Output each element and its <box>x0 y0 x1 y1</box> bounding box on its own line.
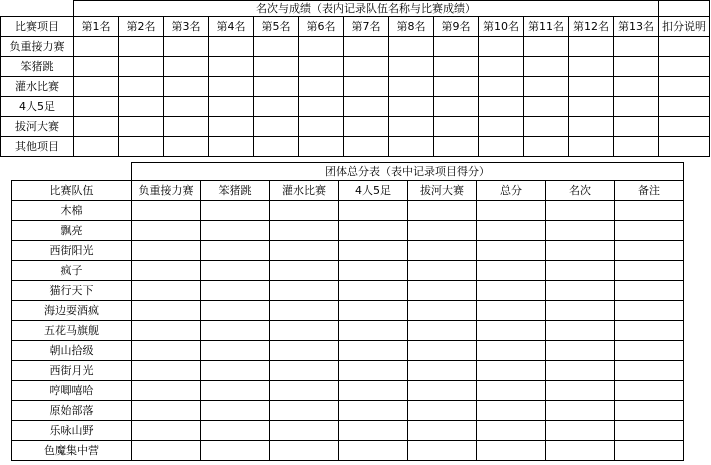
empty-cell[interactable] <box>524 57 569 77</box>
empty-cell[interactable] <box>408 301 477 321</box>
event-name: 负重接力赛 <box>1 37 74 57</box>
empty-cell[interactable] <box>270 361 339 381</box>
empty-cell[interactable] <box>299 37 344 57</box>
empty-cell[interactable] <box>201 361 270 381</box>
blank-cell <box>659 1 710 17</box>
table-row <box>1 77 710 97</box>
team-table-title: 团体总分表（表中记录项目得分） <box>132 163 684 181</box>
empty-cell[interactable] <box>74 117 119 137</box>
blank-cell <box>1 1 74 17</box>
empty-cell[interactable] <box>339 421 408 441</box>
empty-cell[interactable] <box>614 117 659 137</box>
empty-cell[interactable] <box>299 77 344 97</box>
team-score-table <box>11 162 684 461</box>
empty-cell[interactable] <box>546 381 615 401</box>
empty-cell[interactable] <box>524 137 569 157</box>
empty-cell[interactable] <box>74 77 119 97</box>
empty-cell[interactable] <box>477 221 546 241</box>
empty-cell[interactable] <box>614 97 659 117</box>
empty-cell[interactable] <box>569 117 614 137</box>
table-row <box>12 421 684 441</box>
empty-cell[interactable] <box>201 341 270 361</box>
empty-cell[interactable] <box>408 401 477 421</box>
empty-cell[interactable] <box>201 201 270 221</box>
event-name: 其他项目 <box>1 137 74 157</box>
empty-cell[interactable] <box>614 37 659 57</box>
empty-cell[interactable] <box>74 137 119 157</box>
empty-cell[interactable] <box>408 241 477 261</box>
team-header-row <box>12 181 684 201</box>
empty-cell[interactable] <box>408 321 477 341</box>
empty-cell[interactable] <box>479 117 524 137</box>
empty-cell[interactable] <box>659 117 710 137</box>
empty-cell[interactable] <box>434 57 479 77</box>
empty-cell[interactable] <box>479 137 524 157</box>
empty-cell[interactable] <box>615 381 684 401</box>
empty-cell[interactable] <box>339 401 408 421</box>
empty-cell[interactable] <box>477 281 546 301</box>
column-header: 总分 <box>477 181 546 201</box>
team-name: 飘亮 <box>12 221 132 241</box>
empty-cell[interactable] <box>339 241 408 261</box>
team-name: 西街阳光 <box>12 241 132 261</box>
table-row <box>12 321 684 341</box>
table-row <box>12 441 684 461</box>
team-name: 哼唧嘻哈 <box>12 381 132 401</box>
empty-cell[interactable] <box>389 137 434 157</box>
team-name: 五花马旗舰 <box>12 321 132 341</box>
empty-cell[interactable] <box>132 241 201 261</box>
empty-cell[interactable] <box>201 281 270 301</box>
header-rank: 第10名 <box>479 17 524 37</box>
team-name: 原始部落 <box>12 401 132 421</box>
empty-cell[interactable] <box>477 361 546 381</box>
empty-cell[interactable] <box>164 97 209 117</box>
empty-cell[interactable] <box>615 421 684 441</box>
empty-cell[interactable] <box>339 361 408 381</box>
empty-cell[interactable] <box>254 137 299 157</box>
table-row <box>12 281 684 301</box>
empty-cell[interactable] <box>546 221 615 241</box>
team-name: 猫行天下 <box>12 281 132 301</box>
empty-cell[interactable] <box>477 201 546 221</box>
empty-cell[interactable] <box>132 401 201 421</box>
empty-cell[interactable] <box>339 281 408 301</box>
column-header: 拔河大赛 <box>408 181 477 201</box>
empty-cell[interactable] <box>344 117 389 137</box>
header-rank: 第5名 <box>254 17 299 37</box>
empty-cell[interactable] <box>132 261 201 281</box>
empty-cell[interactable] <box>209 97 254 117</box>
empty-cell[interactable] <box>434 117 479 137</box>
empty-cell[interactable] <box>569 37 614 57</box>
empty-cell[interactable] <box>659 77 710 97</box>
empty-cell[interactable] <box>434 77 479 97</box>
empty-cell[interactable] <box>615 261 684 281</box>
table-row <box>1 37 710 57</box>
empty-cell[interactable] <box>659 137 710 157</box>
empty-cell[interactable] <box>614 137 659 157</box>
table-row <box>12 301 684 321</box>
empty-cell[interactable] <box>270 381 339 401</box>
empty-cell[interactable] <box>254 77 299 97</box>
empty-cell[interactable] <box>344 77 389 97</box>
table-row <box>12 241 684 261</box>
empty-cell[interactable] <box>201 421 270 441</box>
empty-cell[interactable] <box>132 341 201 361</box>
empty-cell[interactable] <box>408 221 477 241</box>
table-row <box>12 221 684 241</box>
empty-cell[interactable] <box>408 441 477 461</box>
empty-cell[interactable] <box>615 221 684 241</box>
empty-cell[interactable] <box>524 117 569 137</box>
column-header: 笨猪跳 <box>201 181 270 201</box>
empty-cell[interactable] <box>546 401 615 421</box>
empty-cell[interactable] <box>201 261 270 281</box>
empty-cell[interactable] <box>659 37 710 57</box>
empty-cell[interactable] <box>132 441 201 461</box>
empty-cell[interactable] <box>477 401 546 421</box>
column-header: 4人5足 <box>339 181 408 201</box>
team-name: 疯子 <box>12 261 132 281</box>
empty-cell[interactable] <box>477 261 546 281</box>
empty-cell[interactable] <box>132 421 201 441</box>
table-row <box>1 97 710 117</box>
empty-cell[interactable] <box>389 117 434 137</box>
event-name: 灌水比赛 <box>1 77 74 97</box>
ranking-table-title: 名次与成绩（表内记录队伍名称与比赛成绩） <box>74 1 659 17</box>
empty-cell[interactable] <box>479 57 524 77</box>
empty-cell[interactable] <box>615 401 684 421</box>
empty-cell[interactable] <box>132 381 201 401</box>
empty-cell[interactable] <box>546 441 615 461</box>
empty-cell[interactable] <box>164 57 209 77</box>
empty-cell[interactable] <box>569 137 614 157</box>
empty-cell[interactable] <box>299 137 344 157</box>
team-name: 木棉 <box>12 201 132 221</box>
empty-cell[interactable] <box>477 301 546 321</box>
empty-cell[interactable] <box>164 137 209 157</box>
event-name: 拔河大赛 <box>1 117 74 137</box>
empty-cell[interactable] <box>270 421 339 441</box>
empty-cell[interactable] <box>389 37 434 57</box>
team-name: 海边耍酒疯 <box>12 301 132 321</box>
header-rank: 第3名 <box>164 17 209 37</box>
empty-cell[interactable] <box>344 37 389 57</box>
empty-cell[interactable] <box>477 441 546 461</box>
empty-cell[interactable] <box>615 441 684 461</box>
empty-cell[interactable] <box>569 57 614 77</box>
header-rank: 第12名 <box>569 17 614 37</box>
column-header: 灌水比赛 <box>270 181 339 201</box>
empty-cell[interactable] <box>389 77 434 97</box>
empty-cell[interactable] <box>254 57 299 77</box>
empty-cell[interactable] <box>201 221 270 241</box>
blank-cell <box>12 163 132 181</box>
empty-cell[interactable] <box>408 201 477 221</box>
empty-cell[interactable] <box>408 421 477 441</box>
ranking-table <box>0 0 710 157</box>
empty-cell[interactable] <box>119 137 164 157</box>
empty-cell[interactable] <box>615 301 684 321</box>
table-row <box>1 137 710 157</box>
empty-cell[interactable] <box>339 221 408 241</box>
table-row <box>1 117 710 137</box>
empty-cell[interactable] <box>546 241 615 261</box>
empty-cell[interactable] <box>569 77 614 97</box>
empty-cell[interactable] <box>477 421 546 441</box>
empty-cell[interactable] <box>74 97 119 117</box>
column-header: 备注 <box>615 181 684 201</box>
empty-cell[interactable] <box>477 321 546 341</box>
empty-cell[interactable] <box>546 361 615 381</box>
empty-cell[interactable] <box>408 361 477 381</box>
empty-cell[interactable] <box>74 57 119 77</box>
empty-cell[interactable] <box>344 137 389 157</box>
empty-cell[interactable] <box>132 201 201 221</box>
empty-cell[interactable] <box>209 77 254 97</box>
empty-cell[interactable] <box>270 401 339 421</box>
empty-cell[interactable] <box>339 441 408 461</box>
header-rank: 第8名 <box>389 17 434 37</box>
empty-cell[interactable] <box>434 37 479 57</box>
empty-cell[interactable] <box>119 57 164 77</box>
empty-cell[interactable] <box>614 77 659 97</box>
empty-cell[interactable] <box>164 117 209 137</box>
empty-cell[interactable] <box>546 421 615 441</box>
empty-cell[interactable] <box>408 341 477 361</box>
empty-cell[interactable] <box>615 361 684 381</box>
empty-cell[interactable] <box>524 37 569 57</box>
empty-cell[interactable] <box>434 97 479 117</box>
empty-cell[interactable] <box>209 57 254 77</box>
empty-cell[interactable] <box>201 401 270 421</box>
header-deduction: 扣分说明 <box>659 17 710 37</box>
empty-cell[interactable] <box>270 241 339 261</box>
header-rank: 第6名 <box>299 17 344 37</box>
empty-cell[interactable] <box>201 301 270 321</box>
empty-cell[interactable] <box>209 137 254 157</box>
empty-cell[interactable] <box>659 57 710 77</box>
empty-cell[interactable] <box>119 97 164 117</box>
empty-cell[interactable] <box>339 381 408 401</box>
empty-cell[interactable] <box>132 281 201 301</box>
header-rank: 第7名 <box>344 17 389 37</box>
empty-cell[interactable] <box>389 97 434 117</box>
empty-cell[interactable] <box>344 97 389 117</box>
empty-cell[interactable] <box>659 97 710 117</box>
empty-cell[interactable] <box>119 77 164 97</box>
team-name: 西街月光 <box>12 361 132 381</box>
empty-cell[interactable] <box>132 321 201 341</box>
header-rank: 第2名 <box>119 17 164 37</box>
empty-cell[interactable] <box>270 281 339 301</box>
empty-cell[interactable] <box>546 321 615 341</box>
ranking-title-row <box>1 1 710 17</box>
header-rank: 第1名 <box>74 17 119 37</box>
empty-cell[interactable] <box>270 221 339 241</box>
empty-cell[interactable] <box>299 97 344 117</box>
empty-cell[interactable] <box>569 97 614 117</box>
empty-cell[interactable] <box>254 97 299 117</box>
empty-cell[interactable] <box>546 341 615 361</box>
event-name: 笨猪跳 <box>1 57 74 77</box>
table-row <box>12 261 684 281</box>
team-name: 乐咏山野 <box>12 421 132 441</box>
empty-cell[interactable] <box>299 57 344 77</box>
empty-cell[interactable] <box>546 261 615 281</box>
empty-cell[interactable] <box>479 37 524 57</box>
empty-cell[interactable] <box>119 117 164 137</box>
empty-cell[interactable] <box>524 77 569 97</box>
empty-cell[interactable] <box>270 261 339 281</box>
team-name: 色魔集中营 <box>12 441 132 461</box>
empty-cell[interactable] <box>477 381 546 401</box>
table-row <box>12 401 684 421</box>
empty-cell[interactable] <box>209 37 254 57</box>
column-header: 名次 <box>546 181 615 201</box>
empty-cell[interactable] <box>270 301 339 321</box>
empty-cell[interactable] <box>477 241 546 261</box>
empty-cell[interactable] <box>132 301 201 321</box>
empty-cell[interactable] <box>408 381 477 401</box>
empty-cell[interactable] <box>339 201 408 221</box>
empty-cell[interactable] <box>339 341 408 361</box>
empty-cell[interactable] <box>339 301 408 321</box>
header-rank: 第4名 <box>209 17 254 37</box>
empty-cell[interactable] <box>615 321 684 341</box>
empty-cell[interactable] <box>615 201 684 221</box>
column-header: 比赛队伍 <box>12 181 132 201</box>
empty-cell[interactable] <box>201 241 270 261</box>
empty-cell[interactable] <box>479 77 524 97</box>
ranking-header-row <box>1 17 710 37</box>
column-header: 负重接力赛 <box>132 181 201 201</box>
empty-cell[interactable] <box>344 57 389 77</box>
event-name: 4人5足 <box>1 97 74 117</box>
empty-cell[interactable] <box>546 201 615 221</box>
empty-cell[interactable] <box>209 117 254 137</box>
team-name: 朝山拾级 <box>12 341 132 361</box>
empty-cell[interactable] <box>74 37 119 57</box>
empty-cell[interactable] <box>615 281 684 301</box>
empty-cell[interactable] <box>614 57 659 77</box>
header-rank: 第13名 <box>614 17 659 37</box>
empty-cell[interactable] <box>164 77 209 97</box>
empty-cell[interactable] <box>339 261 408 281</box>
empty-cell[interactable] <box>546 281 615 301</box>
empty-cell[interactable] <box>524 97 569 117</box>
empty-cell[interactable] <box>132 221 201 241</box>
empty-cell[interactable] <box>408 281 477 301</box>
empty-cell[interactable] <box>546 301 615 321</box>
empty-cell[interactable] <box>119 37 164 57</box>
empty-cell[interactable] <box>270 441 339 461</box>
empty-cell[interactable] <box>615 241 684 261</box>
empty-cell[interactable] <box>254 117 299 137</box>
empty-cell[interactable] <box>201 321 270 341</box>
empty-cell[interactable] <box>254 37 299 57</box>
table-row <box>12 381 684 401</box>
table-row <box>1 57 710 77</box>
header-rank: 第11名 <box>524 17 569 37</box>
table-row <box>12 361 684 381</box>
empty-cell[interactable] <box>201 381 270 401</box>
empty-cell[interactable] <box>132 361 201 381</box>
empty-cell[interactable] <box>615 341 684 361</box>
empty-cell[interactable] <box>339 321 408 341</box>
empty-cell[interactable] <box>408 261 477 281</box>
table-row <box>12 341 684 361</box>
empty-cell[interactable] <box>389 57 434 77</box>
empty-cell[interactable] <box>164 37 209 57</box>
empty-cell[interactable] <box>270 201 339 221</box>
empty-cell[interactable] <box>434 137 479 157</box>
empty-cell[interactable] <box>299 117 344 137</box>
empty-cell[interactable] <box>270 341 339 361</box>
empty-cell[interactable] <box>270 321 339 341</box>
empty-cell[interactable] <box>477 341 546 361</box>
header-rank: 第9名 <box>434 17 479 37</box>
empty-cell[interactable] <box>479 97 524 117</box>
table-row <box>12 201 684 221</box>
team-title-row <box>12 163 684 181</box>
header-event: 比赛项目 <box>1 17 74 37</box>
empty-cell[interactable] <box>201 441 270 461</box>
